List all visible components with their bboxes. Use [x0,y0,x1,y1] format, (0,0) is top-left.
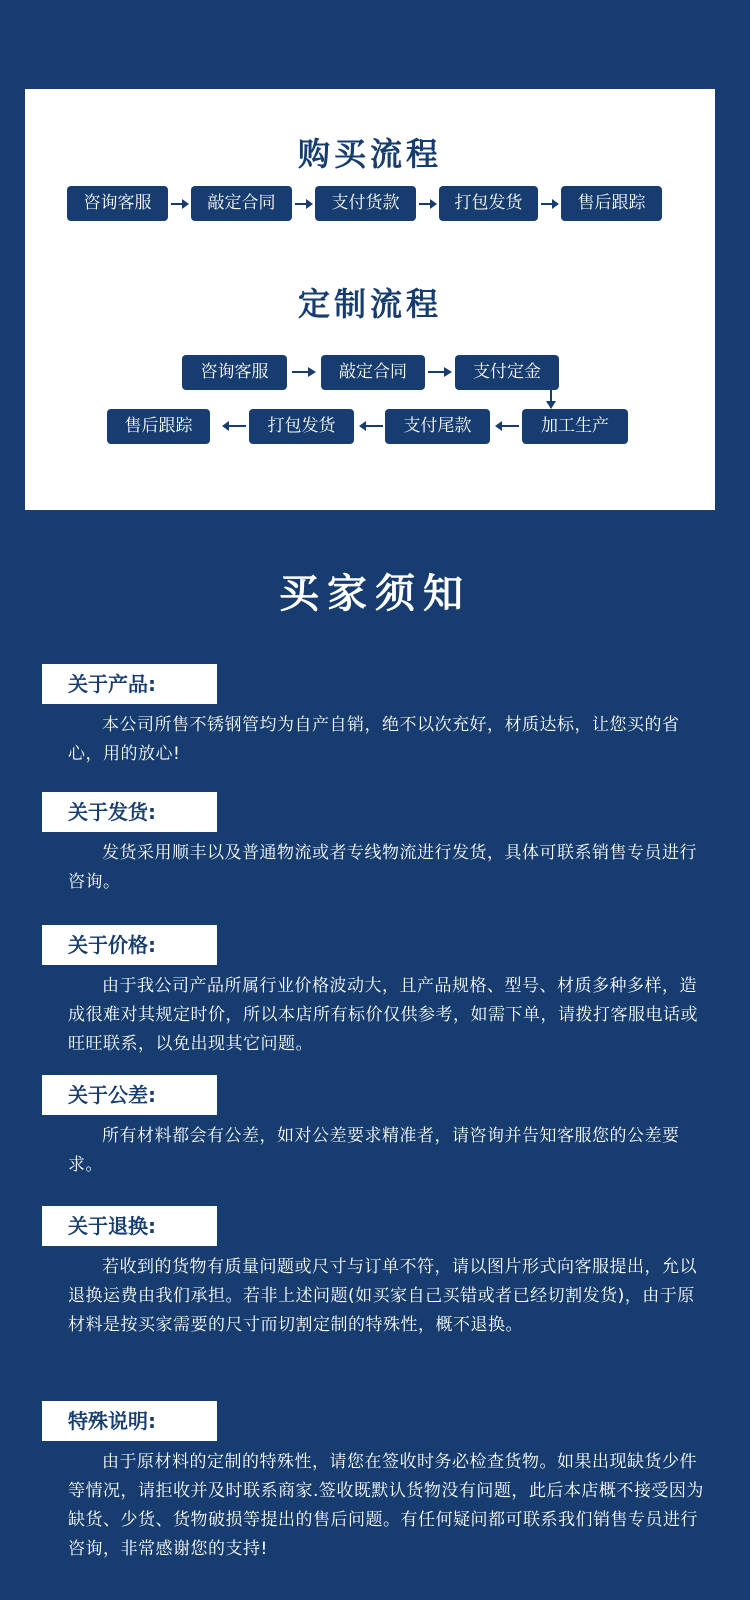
section-label: 关于产品: [42,664,217,704]
purchase-step-consult: 咨询客服 [67,186,168,221]
custom-step-deposit: 支付定金 [455,355,559,390]
arrow-right-icon [294,197,314,211]
custom-step-production: 加工生产 [522,409,628,444]
purchase-step-aftersales: 售后跟踪 [561,186,662,221]
custom-step-ship: 打包发货 [249,409,354,444]
arrow-left-icon [221,419,247,433]
purchase-flow-title: 购买流程 [297,135,442,173]
purchase-step-contract: 敲定合同 [191,186,292,221]
section-text: 若收到的货物有质量问题或尺寸与订单不符，请以图片形式向客服提出，允以退换运费由我们承担。若非上述问题(如买家自己买错或者已经切割发货)，由于原材料是按买家需要的尺寸而切割定制的特殊性，概不退换。 [68,1257,697,1335]
arrow-right-icon [418,197,438,211]
section-text: 本公司所售不锈钢管均为自产自销，绝不以次充好，材质达标，让您买的省心，用的放心! [68,715,680,764]
arrow-right-icon [291,365,317,379]
process-panel [25,89,715,510]
section-label: 关于公差: [42,1075,217,1115]
purchase-step-ship: 打包发货 [439,186,538,221]
notice-title: 买家须知 [279,571,471,617]
purchase-step-payment: 支付货款 [315,186,416,221]
section-text: 发货采用顺丰以及普通物流或者专线物流进行发货，具体可联系销售专员进行咨询。 [68,843,697,892]
section-label: 关于退换: [42,1206,217,1246]
custom-step-consult: 咨询客服 [182,355,287,390]
arrow-right-icon [170,197,190,211]
arrow-right-icon [540,197,560,211]
custom-flow-title: 定制流程 [297,285,442,323]
section-text: 由于原材料的定制的特殊性，请您在签收时务必检查货物。如果出现缺货少件等情况，请拒收并及时联系商家.签收既默认货物没有问题，此后本店概不接受因为缺货、少货、货物破损等提出的售后问题。有任何疑问都可联系我们销售专员进行咨询，非常感谢您的支持! [68,1452,704,1559]
section-label: 特殊说明: [42,1401,217,1441]
section-label: 关于发货: [42,792,217,832]
custom-step-contract: 敲定合同 [321,355,425,390]
custom-step-aftersales: 售后跟踪 [107,409,210,444]
custom-step-balance: 支付尾款 [385,409,490,444]
arrow-left-icon [358,419,384,433]
section-text: 所有材料都会有公差，如对公差要求精准者，请咨询并告知客服您的公差要求。 [68,1126,680,1175]
section-label: 关于价格: [42,925,217,965]
arrow-right-icon [427,365,453,379]
arrow-down-icon [544,390,558,410]
arrow-left-icon [494,419,520,433]
section-text: 由于我公司产品所属行业价格波动大，且产品规格、型号、材质多种多样，造成很难对其规定时价，所以本店所有标价仅供参考，如需下单，请拨打客服电话或旺旺联系，以免出现其它问题。 [68,976,698,1054]
